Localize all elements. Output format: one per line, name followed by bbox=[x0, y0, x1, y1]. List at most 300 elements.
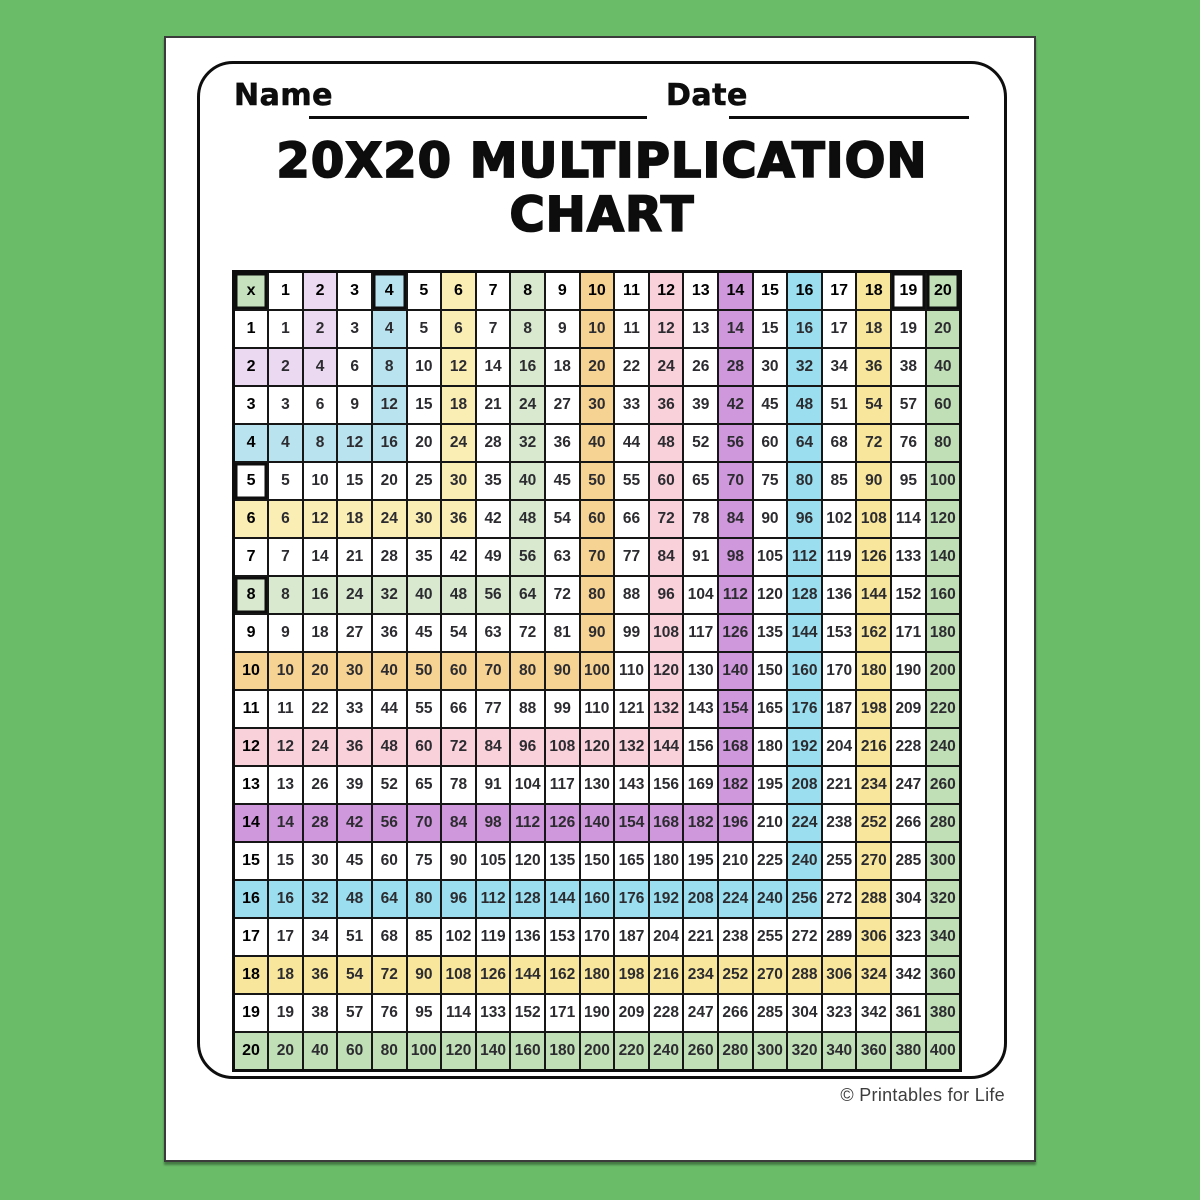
product-cell: 14 bbox=[303, 538, 338, 576]
product-cell: 156 bbox=[683, 728, 718, 766]
product-cell: 360 bbox=[856, 1032, 891, 1071]
product-cell: 17 bbox=[822, 310, 857, 348]
product-cell: 323 bbox=[822, 994, 857, 1032]
date-label: Date bbox=[666, 78, 748, 113]
product-cell: 260 bbox=[926, 766, 961, 804]
product-cell: 6 bbox=[337, 348, 372, 386]
product-cell: 224 bbox=[718, 880, 753, 918]
product-cell: 192 bbox=[649, 880, 684, 918]
product-cell: 160 bbox=[510, 1032, 545, 1071]
product-cell: 126 bbox=[718, 614, 753, 652]
product-cell: 143 bbox=[614, 766, 649, 804]
product-cell: 24 bbox=[649, 348, 684, 386]
worksheet-border-frame bbox=[197, 61, 1007, 1079]
product-cell: 16 bbox=[510, 348, 545, 386]
row-header-cell: 6 bbox=[234, 500, 269, 538]
product-cell: 18 bbox=[545, 348, 580, 386]
product-cell: 21 bbox=[337, 538, 372, 576]
product-cell: 70 bbox=[476, 652, 511, 690]
product-cell: 22 bbox=[614, 348, 649, 386]
product-cell: 36 bbox=[372, 614, 407, 652]
product-cell: 340 bbox=[822, 1032, 857, 1071]
product-cell: 40 bbox=[303, 1032, 338, 1071]
product-cell: 55 bbox=[407, 690, 442, 728]
table-row bbox=[234, 994, 961, 1032]
product-cell: 38 bbox=[891, 348, 926, 386]
product-cell: 280 bbox=[718, 1032, 753, 1071]
col-header-cell: 9 bbox=[545, 272, 580, 311]
product-cell: 210 bbox=[753, 804, 788, 842]
product-cell: 90 bbox=[441, 842, 476, 880]
product-cell: 81 bbox=[545, 614, 580, 652]
product-cell: 57 bbox=[891, 386, 926, 424]
product-cell: 140 bbox=[926, 538, 961, 576]
product-cell: 8 bbox=[268, 576, 303, 614]
table-row bbox=[234, 462, 961, 500]
col-header-cell: 8 bbox=[510, 272, 545, 311]
row-header-cell: 17 bbox=[234, 918, 269, 956]
product-cell: 220 bbox=[614, 1032, 649, 1071]
product-cell: 65 bbox=[407, 766, 442, 804]
product-cell: 32 bbox=[372, 576, 407, 614]
product-cell: 56 bbox=[510, 538, 545, 576]
product-cell: 126 bbox=[545, 804, 580, 842]
row-header-cell: 16 bbox=[234, 880, 269, 918]
product-cell: 16 bbox=[303, 576, 338, 614]
product-cell: 95 bbox=[407, 994, 442, 1032]
product-cell: 153 bbox=[545, 918, 580, 956]
product-cell: 54 bbox=[337, 956, 372, 994]
product-cell: 187 bbox=[822, 690, 857, 728]
product-cell: 60 bbox=[580, 500, 615, 538]
product-cell: 224 bbox=[787, 804, 822, 842]
product-cell: 56 bbox=[372, 804, 407, 842]
product-cell: 4 bbox=[372, 310, 407, 348]
product-cell: 234 bbox=[683, 956, 718, 994]
table-row bbox=[234, 918, 961, 956]
product-cell: 165 bbox=[753, 690, 788, 728]
product-cell: 160 bbox=[926, 576, 961, 614]
product-cell: 234 bbox=[856, 766, 891, 804]
product-cell: 165 bbox=[614, 842, 649, 880]
row-header-cell: 3 bbox=[234, 386, 269, 424]
col-header-cell: 18 bbox=[856, 272, 891, 311]
product-cell: 4 bbox=[268, 424, 303, 462]
product-cell: 85 bbox=[407, 918, 442, 956]
product-cell: 180 bbox=[545, 1032, 580, 1071]
product-cell: 24 bbox=[510, 386, 545, 424]
product-cell: 68 bbox=[372, 918, 407, 956]
product-cell: 48 bbox=[441, 576, 476, 614]
product-cell: 30 bbox=[337, 652, 372, 690]
product-cell: 7 bbox=[268, 538, 303, 576]
product-cell: 240 bbox=[926, 728, 961, 766]
col-header-cell: 15 bbox=[753, 272, 788, 311]
col-header-cell: 17 bbox=[822, 272, 857, 311]
col-header-cell: 16 bbox=[787, 272, 822, 311]
product-cell: 266 bbox=[718, 994, 753, 1032]
table-row bbox=[234, 348, 961, 386]
row-header-cell: 13 bbox=[234, 766, 269, 804]
product-cell: 143 bbox=[683, 690, 718, 728]
product-cell: 216 bbox=[856, 728, 891, 766]
product-cell: 80 bbox=[787, 462, 822, 500]
product-cell: 171 bbox=[891, 614, 926, 652]
product-cell: 16 bbox=[372, 424, 407, 462]
product-cell: 288 bbox=[787, 956, 822, 994]
product-cell: 130 bbox=[683, 652, 718, 690]
product-cell: 77 bbox=[476, 690, 511, 728]
product-cell: 90 bbox=[753, 500, 788, 538]
product-cell: 198 bbox=[856, 690, 891, 728]
product-cell: 27 bbox=[337, 614, 372, 652]
product-cell: 220 bbox=[926, 690, 961, 728]
product-cell: 162 bbox=[545, 956, 580, 994]
product-cell: 133 bbox=[476, 994, 511, 1032]
product-cell: 24 bbox=[303, 728, 338, 766]
product-cell: 9 bbox=[337, 386, 372, 424]
product-cell: 21 bbox=[476, 386, 511, 424]
product-cell: 144 bbox=[787, 614, 822, 652]
product-cell: 120 bbox=[649, 652, 684, 690]
product-cell: 104 bbox=[683, 576, 718, 614]
product-cell: 182 bbox=[683, 804, 718, 842]
product-cell: 208 bbox=[683, 880, 718, 918]
product-cell: 57 bbox=[337, 994, 372, 1032]
product-cell: 6 bbox=[441, 310, 476, 348]
product-cell: 144 bbox=[510, 956, 545, 994]
product-cell: 36 bbox=[545, 424, 580, 462]
product-cell: 140 bbox=[476, 1032, 511, 1071]
product-cell: 75 bbox=[407, 842, 442, 880]
product-cell: 180 bbox=[580, 956, 615, 994]
product-cell: 45 bbox=[753, 386, 788, 424]
product-cell: 108 bbox=[545, 728, 580, 766]
product-cell: 1 bbox=[268, 310, 303, 348]
product-cell: 11 bbox=[268, 690, 303, 728]
product-cell: 117 bbox=[545, 766, 580, 804]
product-cell: 100 bbox=[407, 1032, 442, 1071]
col-header-cell: 11 bbox=[614, 272, 649, 311]
product-cell: 176 bbox=[614, 880, 649, 918]
product-cell: 133 bbox=[891, 538, 926, 576]
product-cell: 238 bbox=[718, 918, 753, 956]
product-cell: 126 bbox=[476, 956, 511, 994]
product-cell: 16 bbox=[787, 310, 822, 348]
product-cell: 16 bbox=[268, 880, 303, 918]
product-cell: 90 bbox=[580, 614, 615, 652]
name-line bbox=[309, 116, 647, 119]
table-row bbox=[234, 652, 961, 690]
product-cell: 152 bbox=[510, 994, 545, 1032]
product-cell: 28 bbox=[476, 424, 511, 462]
product-cell: 15 bbox=[407, 386, 442, 424]
product-cell: 156 bbox=[649, 766, 684, 804]
product-cell: 2 bbox=[268, 348, 303, 386]
product-cell: 27 bbox=[545, 386, 580, 424]
product-cell: 60 bbox=[441, 652, 476, 690]
product-cell: 169 bbox=[683, 766, 718, 804]
row-header-cell: 15 bbox=[234, 842, 269, 880]
product-cell: 170 bbox=[580, 918, 615, 956]
product-cell: 30 bbox=[441, 462, 476, 500]
product-cell: 196 bbox=[718, 804, 753, 842]
product-cell: 4 bbox=[303, 348, 338, 386]
product-cell: 270 bbox=[856, 842, 891, 880]
product-cell: 160 bbox=[580, 880, 615, 918]
product-cell: 152 bbox=[891, 576, 926, 614]
row-header-cell: 19 bbox=[234, 994, 269, 1032]
table-row bbox=[234, 614, 961, 652]
product-cell: 36 bbox=[441, 500, 476, 538]
product-cell: 45 bbox=[407, 614, 442, 652]
product-cell: 204 bbox=[822, 728, 857, 766]
date-line bbox=[729, 116, 969, 119]
product-cell: 104 bbox=[510, 766, 545, 804]
product-cell: 48 bbox=[649, 424, 684, 462]
product-cell: 91 bbox=[683, 538, 718, 576]
product-cell: 110 bbox=[614, 652, 649, 690]
col-header-cell: 12 bbox=[649, 272, 684, 311]
product-cell: 225 bbox=[753, 842, 788, 880]
product-cell: 360 bbox=[926, 956, 961, 994]
product-cell: 80 bbox=[407, 880, 442, 918]
col-header-cell: 4 bbox=[372, 272, 407, 311]
col-header-cell: 3 bbox=[337, 272, 372, 311]
product-cell: 60 bbox=[926, 386, 961, 424]
product-cell: 91 bbox=[476, 766, 511, 804]
product-cell: 150 bbox=[580, 842, 615, 880]
product-cell: 36 bbox=[649, 386, 684, 424]
product-cell: 144 bbox=[649, 728, 684, 766]
product-cell: 105 bbox=[753, 538, 788, 576]
header-row bbox=[234, 272, 961, 311]
product-cell: 238 bbox=[822, 804, 857, 842]
product-cell: 105 bbox=[476, 842, 511, 880]
row-header-cell: 12 bbox=[234, 728, 269, 766]
product-cell: 320 bbox=[926, 880, 961, 918]
product-cell: 45 bbox=[545, 462, 580, 500]
product-cell: 20 bbox=[926, 310, 961, 348]
col-header-cell: 13 bbox=[683, 272, 718, 311]
product-cell: 42 bbox=[441, 538, 476, 576]
name-label: Name bbox=[234, 78, 333, 113]
product-cell: 132 bbox=[649, 690, 684, 728]
col-header-cell: 10 bbox=[580, 272, 615, 311]
product-cell: 198 bbox=[614, 956, 649, 994]
product-cell: 25 bbox=[407, 462, 442, 500]
product-cell: 320 bbox=[787, 1032, 822, 1071]
product-cell: 247 bbox=[891, 766, 926, 804]
product-cell: 56 bbox=[476, 576, 511, 614]
col-header-cell: 5 bbox=[407, 272, 442, 311]
product-cell: 12 bbox=[441, 348, 476, 386]
product-cell: 280 bbox=[926, 804, 961, 842]
product-cell: 52 bbox=[683, 424, 718, 462]
product-cell: 176 bbox=[787, 690, 822, 728]
product-cell: 72 bbox=[441, 728, 476, 766]
product-cell: 255 bbox=[753, 918, 788, 956]
product-cell: 98 bbox=[718, 538, 753, 576]
product-cell: 324 bbox=[856, 956, 891, 994]
product-cell: 64 bbox=[372, 880, 407, 918]
product-cell: 64 bbox=[510, 576, 545, 614]
product-cell: 100 bbox=[580, 652, 615, 690]
col-header-cell: 7 bbox=[476, 272, 511, 311]
product-cell: 120 bbox=[441, 1032, 476, 1071]
product-cell: 80 bbox=[580, 576, 615, 614]
product-cell: 20 bbox=[372, 462, 407, 500]
product-cell: 39 bbox=[683, 386, 718, 424]
product-cell: 80 bbox=[372, 1032, 407, 1071]
product-cell: 99 bbox=[614, 614, 649, 652]
product-cell: 18 bbox=[441, 386, 476, 424]
product-cell: 135 bbox=[753, 614, 788, 652]
product-cell: 300 bbox=[926, 842, 961, 880]
worksheet-page bbox=[164, 36, 1036, 1162]
product-cell: 28 bbox=[718, 348, 753, 386]
product-cell: 171 bbox=[545, 994, 580, 1032]
multiplication-table bbox=[232, 270, 962, 1072]
col-header-cell: 14 bbox=[718, 272, 753, 311]
product-cell: 5 bbox=[268, 462, 303, 500]
product-cell: 20 bbox=[268, 1032, 303, 1071]
product-cell: 300 bbox=[753, 1032, 788, 1071]
product-cell: 240 bbox=[787, 842, 822, 880]
product-cell: 120 bbox=[510, 842, 545, 880]
product-cell: 96 bbox=[787, 500, 822, 538]
product-cell: 32 bbox=[787, 348, 822, 386]
product-cell: 34 bbox=[822, 348, 857, 386]
product-cell: 72 bbox=[372, 956, 407, 994]
product-cell: 18 bbox=[268, 956, 303, 994]
product-cell: 304 bbox=[787, 994, 822, 1032]
product-cell: 52 bbox=[372, 766, 407, 804]
product-cell: 128 bbox=[510, 880, 545, 918]
product-cell: 30 bbox=[753, 348, 788, 386]
product-cell: 24 bbox=[337, 576, 372, 614]
product-cell: 56 bbox=[718, 424, 753, 462]
product-cell: 187 bbox=[614, 918, 649, 956]
copyright-text: © Printables for Life bbox=[840, 1085, 1005, 1105]
product-cell: 80 bbox=[510, 652, 545, 690]
product-cell: 6 bbox=[268, 500, 303, 538]
product-cell: 112 bbox=[718, 576, 753, 614]
table-row bbox=[234, 576, 961, 614]
table-row bbox=[234, 880, 961, 918]
product-cell: 270 bbox=[753, 956, 788, 994]
product-cell: 84 bbox=[649, 538, 684, 576]
product-cell: 195 bbox=[753, 766, 788, 804]
product-cell: 49 bbox=[476, 538, 511, 576]
product-cell: 95 bbox=[891, 462, 926, 500]
product-cell: 38 bbox=[303, 994, 338, 1032]
product-cell: 240 bbox=[649, 1032, 684, 1071]
product-cell: 154 bbox=[614, 804, 649, 842]
product-cell: 3 bbox=[337, 310, 372, 348]
product-cell: 36 bbox=[856, 348, 891, 386]
product-cell: 39 bbox=[337, 766, 372, 804]
product-cell: 12 bbox=[303, 500, 338, 538]
product-cell: 180 bbox=[649, 842, 684, 880]
product-cell: 96 bbox=[510, 728, 545, 766]
row-header-cell: 18 bbox=[234, 956, 269, 994]
product-cell: 36 bbox=[337, 728, 372, 766]
product-cell: 66 bbox=[441, 690, 476, 728]
col-header-cell: 2 bbox=[303, 272, 338, 311]
product-cell: 216 bbox=[649, 956, 684, 994]
product-cell: 140 bbox=[580, 804, 615, 842]
product-cell: 84 bbox=[441, 804, 476, 842]
row-header-cell: 11 bbox=[234, 690, 269, 728]
product-cell: 200 bbox=[580, 1032, 615, 1071]
product-cell: 140 bbox=[718, 652, 753, 690]
product-cell: 42 bbox=[337, 804, 372, 842]
table-row bbox=[234, 804, 961, 842]
product-cell: 72 bbox=[649, 500, 684, 538]
product-cell: 90 bbox=[856, 462, 891, 500]
row-header-cell: 4 bbox=[234, 424, 269, 462]
product-cell: 228 bbox=[649, 994, 684, 1032]
product-cell: 54 bbox=[545, 500, 580, 538]
product-cell: 361 bbox=[891, 994, 926, 1032]
product-cell: 252 bbox=[856, 804, 891, 842]
product-cell: 306 bbox=[822, 956, 857, 994]
row-header-cell: 2 bbox=[234, 348, 269, 386]
product-cell: 5 bbox=[407, 310, 442, 348]
product-cell: 112 bbox=[510, 804, 545, 842]
product-cell: 9 bbox=[545, 310, 580, 348]
product-cell: 168 bbox=[718, 728, 753, 766]
product-cell: 144 bbox=[856, 576, 891, 614]
table-row bbox=[234, 728, 961, 766]
product-cell: 70 bbox=[407, 804, 442, 842]
product-cell: 12 bbox=[337, 424, 372, 462]
product-cell: 78 bbox=[683, 500, 718, 538]
product-cell: 9 bbox=[268, 614, 303, 652]
product-cell: 13 bbox=[268, 766, 303, 804]
product-cell: 3 bbox=[268, 386, 303, 424]
product-cell: 34 bbox=[303, 918, 338, 956]
table-row bbox=[234, 766, 961, 804]
product-cell: 84 bbox=[718, 500, 753, 538]
product-cell: 18 bbox=[303, 614, 338, 652]
product-cell: 60 bbox=[372, 842, 407, 880]
product-cell: 42 bbox=[476, 500, 511, 538]
product-cell: 90 bbox=[545, 652, 580, 690]
product-cell: 204 bbox=[649, 918, 684, 956]
product-cell: 114 bbox=[891, 500, 926, 538]
product-cell: 190 bbox=[580, 994, 615, 1032]
product-cell: 8 bbox=[372, 348, 407, 386]
product-cell: 168 bbox=[649, 804, 684, 842]
table-row bbox=[234, 500, 961, 538]
product-cell: 120 bbox=[926, 500, 961, 538]
product-cell: 180 bbox=[856, 652, 891, 690]
product-cell: 40 bbox=[926, 348, 961, 386]
product-cell: 221 bbox=[822, 766, 857, 804]
product-cell: 342 bbox=[891, 956, 926, 994]
product-cell: 12 bbox=[372, 386, 407, 424]
product-cell: 28 bbox=[303, 804, 338, 842]
product-cell: 60 bbox=[753, 424, 788, 462]
product-cell: 306 bbox=[856, 918, 891, 956]
product-cell: 126 bbox=[856, 538, 891, 576]
product-cell: 35 bbox=[407, 538, 442, 576]
product-cell: 51 bbox=[337, 918, 372, 956]
row-header-cell: 9 bbox=[234, 614, 269, 652]
product-cell: 256 bbox=[787, 880, 822, 918]
